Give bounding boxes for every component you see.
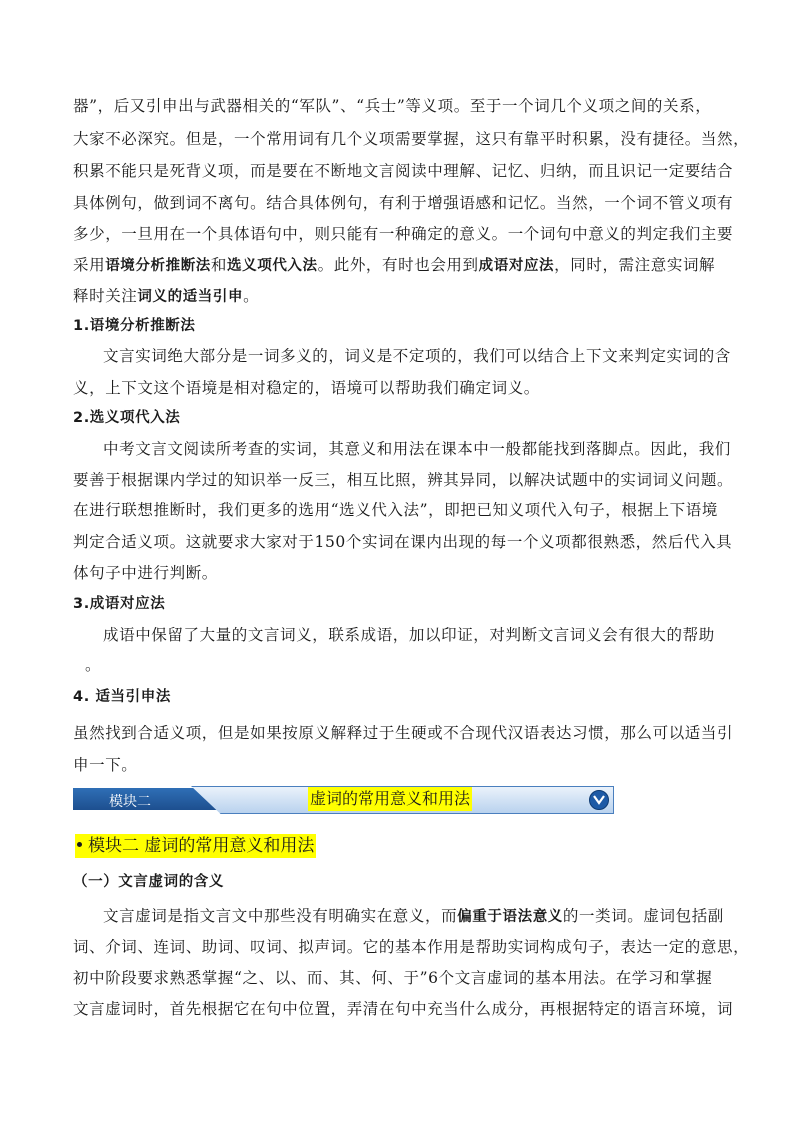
module-banner <box>73 786 613 814</box>
method-heading: 2.选义项代入法 <box>73 410 181 426</box>
method-heading: 4. 适当引申法 <box>73 689 171 705</box>
bold-term: 偏重于语法意义 <box>457 909 563 925</box>
bold-term: 选义项代入法 <box>227 258 318 274</box>
paragraph-line: 采用语境分析推断法和选义项代入法。此外，有时也会用到成语对应法，同时，需注意实词解 <box>73 256 716 274</box>
method-heading: 1.语境分析推断法 <box>73 318 196 334</box>
paragraph-line: 在进行联想推断时，我们更多的选用“选义代入法”，即把已知义项代入句子，根据上下语境 <box>73 501 718 519</box>
paragraph-line: 判定合适义项。这就要求大家对于150个实词在课内出现的每一个义项都很熟悉，然后代入具 <box>73 533 733 551</box>
paragraph-line: 文言实词绝大部分是一词多义的，词义是不定项的，我们可以结合上下文来判定实词的含 <box>103 347 731 365</box>
paragraph-line: 义，上下文这个语境是相对稳定的，语境可以帮助我们确定词义。 <box>73 379 540 397</box>
paragraph-line: 成语中保留了大量的文言词义，联系成语，加以印证，对判断文言词义会有很大的帮助 <box>103 626 715 644</box>
paragraph-line: 词、介词、连词、助词、叹词、拟声词。它的基本作用是帮助实词构成句子，表达一定的意思， <box>73 938 750 956</box>
paragraph-line: 积累不能只是死背义项，而是要在不断地文言阅读中理解、记忆、归纳，而且识记一定要结合 <box>73 162 734 180</box>
paragraph-line: 文言虚词是指文言文中那些没有明确实在意义，而偏重于语法意义的一类词。虚词包括副 <box>103 907 724 925</box>
paragraph-line: 。 <box>85 656 102 674</box>
paragraph-line: 申一下。 <box>73 756 138 774</box>
paragraph-line: 中考文言文阅读所考查的实词，其意义和用法在课本中一般都能找到落脚点。因此，我们 <box>103 440 731 458</box>
banner-title: 虚词的常用意义和用法 <box>308 787 472 811</box>
paragraph-line: 虽然找到合适义项，但是如果按原义解释过于生硬或不合现代汉语表达习惯，那么可以适当引 <box>73 724 734 742</box>
banner-module-label: 模块二 <box>109 794 151 810</box>
paragraph-line: 器”，后又引申出与武器相关的“军队”、“兵士”等义项。至于一个词几个义项之间的关系， <box>73 97 712 115</box>
bold-term: 成语对应法 <box>478 258 555 274</box>
paragraph-line: 多少，一旦用在一个具体语句中，则只能有一种确定的意义。一个词句中意义的判定我们主要 <box>73 225 734 243</box>
paragraph-line: 大家不必深究。但是，一个常用词有几个义项需要掌握，这只有靠平时积累，没有捷径。当然， <box>73 130 750 148</box>
method-heading: 3.成语对应法 <box>73 596 166 612</box>
paragraph-line: 释时关注词义的适当引申。 <box>73 287 260 305</box>
chevron-down-circle-icon[interactable] <box>589 790 609 810</box>
bullet-icon <box>77 842 82 847</box>
bold-term: 词义的适当引申 <box>137 289 244 305</box>
bold-term: 语境分析推断法 <box>105 258 211 274</box>
paragraph-line: 体句子中进行判断。 <box>73 564 218 582</box>
section-title: 模块二 虚词的常用意义和用法 <box>75 834 316 858</box>
subsection-heading: （一）文言虚词的含义 <box>73 874 224 890</box>
paragraph-line: 具体例句，做到词不离句。结合具体例句，有利于增强语感和记忆。当然，一个词不管义项有 <box>73 194 734 212</box>
paragraph-line: 初中阶段要求熟悉掌握“之、以、而、其、何、于”6个文言虚词的基本用法。在学习和掌握 <box>73 969 713 987</box>
paragraph-line: 要善于根据课内学过的知识举一反三，相互比照，辨其异同，以解决试题中的实词词义问题。 <box>73 471 734 489</box>
paragraph-line: 文言虚词时，首先根据它在句中位置，弄清在句中充当什么成分，再根据特定的语言环境，词 <box>73 1000 734 1018</box>
